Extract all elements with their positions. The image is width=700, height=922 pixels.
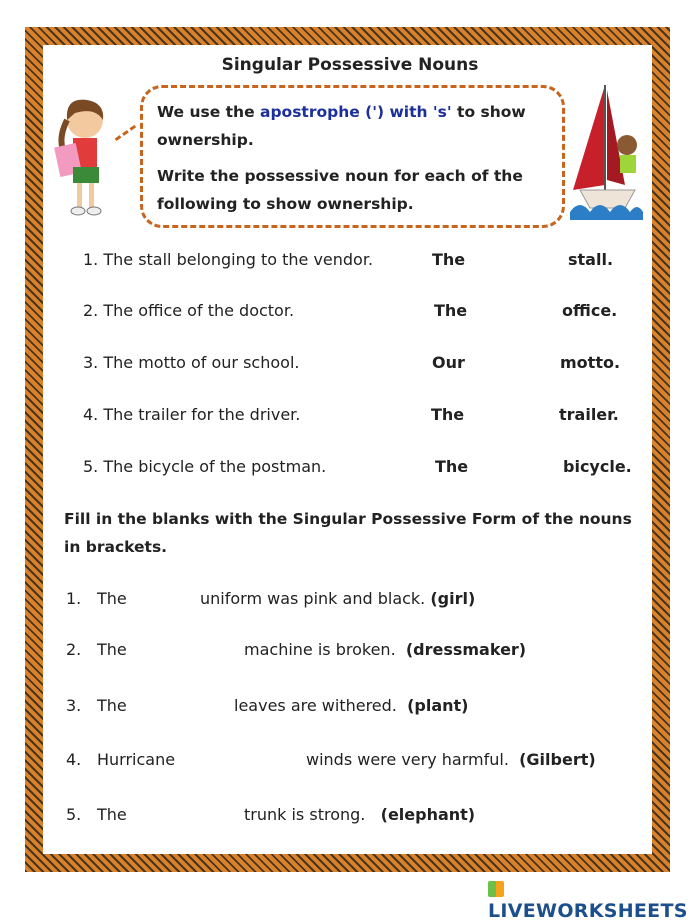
row-end-word: stall.	[568, 250, 614, 269]
row-start-word: Hurricane	[97, 750, 176, 769]
page-title: Singular Possessive Nouns	[221, 55, 479, 75]
row-prompt: 3. The motto of our school.	[83, 353, 300, 372]
blank-input-3[interactable]	[132, 696, 234, 720]
row-number: 3.	[66, 696, 82, 715]
liveworksheets-logo-icon	[488, 881, 504, 897]
intro-line-2: ownership.	[157, 131, 254, 149]
row-start-word: The	[431, 405, 465, 424]
answer-input-2[interactable]	[472, 301, 564, 325]
intro-line-1: We use the apostrophe (') with 's' to show	[157, 103, 526, 121]
row-start-word: The	[434, 301, 468, 320]
row-start-word: Our	[432, 353, 465, 372]
instructions-line-2: in brackets.	[64, 538, 168, 556]
answer-input-5[interactable]	[473, 457, 565, 481]
row-start-word: The	[435, 457, 469, 476]
instructions-line-1: Fill in the blanks with the Singular Possessive Form of the nouns	[64, 510, 632, 528]
row-number: 1.	[66, 589, 82, 608]
row-start-word: The	[97, 696, 127, 715]
sailboat-illustration	[565, 80, 645, 220]
blank-input-4[interactable]	[185, 750, 307, 774]
row-sentence: leaves are withered. (plant)	[234, 696, 469, 715]
girl-illustration	[45, 95, 125, 220]
row-sentence: trunk is strong. (elephant)	[244, 805, 476, 824]
blank-input-2[interactable]	[132, 640, 244, 664]
row-sentence: uniform was pink and black. (girl)	[200, 589, 476, 608]
row-end-word: office.	[562, 301, 618, 320]
row-sentence: winds were very harmful. (Gilbert)	[306, 750, 596, 769]
row-number: 4.	[66, 750, 82, 769]
row-prompt: 4. The trailer for the driver.	[83, 405, 301, 424]
row-end-word: bicycle.	[563, 457, 632, 476]
intro-line-4: following to show ownership.	[157, 195, 414, 213]
row-sentence: machine is broken. (dressmaker)	[244, 640, 527, 659]
blank-input-1[interactable]	[132, 589, 202, 613]
intro-line-3: Write the possessive noun for each of the	[157, 167, 523, 185]
blank-input-5[interactable]	[132, 805, 244, 829]
liveworksheets-logo[interactable]: LIVEWORKSHEETS	[488, 878, 700, 922]
row-prompt: 1. The stall belonging to the vendor.	[83, 250, 374, 269]
row-start-word: The	[97, 640, 127, 659]
row-start-word: The	[432, 250, 466, 269]
row-start-word: The	[97, 589, 127, 608]
row-start-word: The	[97, 805, 127, 824]
row-prompt: 5. The bicycle of the postman.	[83, 457, 327, 476]
row-number: 2.	[66, 640, 82, 659]
row-end-word: trailer.	[559, 405, 619, 424]
row-prompt: 2. The office of the doctor.	[83, 301, 295, 320]
answer-input-3[interactable]	[470, 353, 562, 377]
answer-input-4[interactable]	[469, 405, 561, 429]
answer-input-1[interactable]	[470, 250, 569, 274]
row-number: 5.	[66, 805, 82, 824]
row-end-word: motto.	[560, 353, 621, 372]
